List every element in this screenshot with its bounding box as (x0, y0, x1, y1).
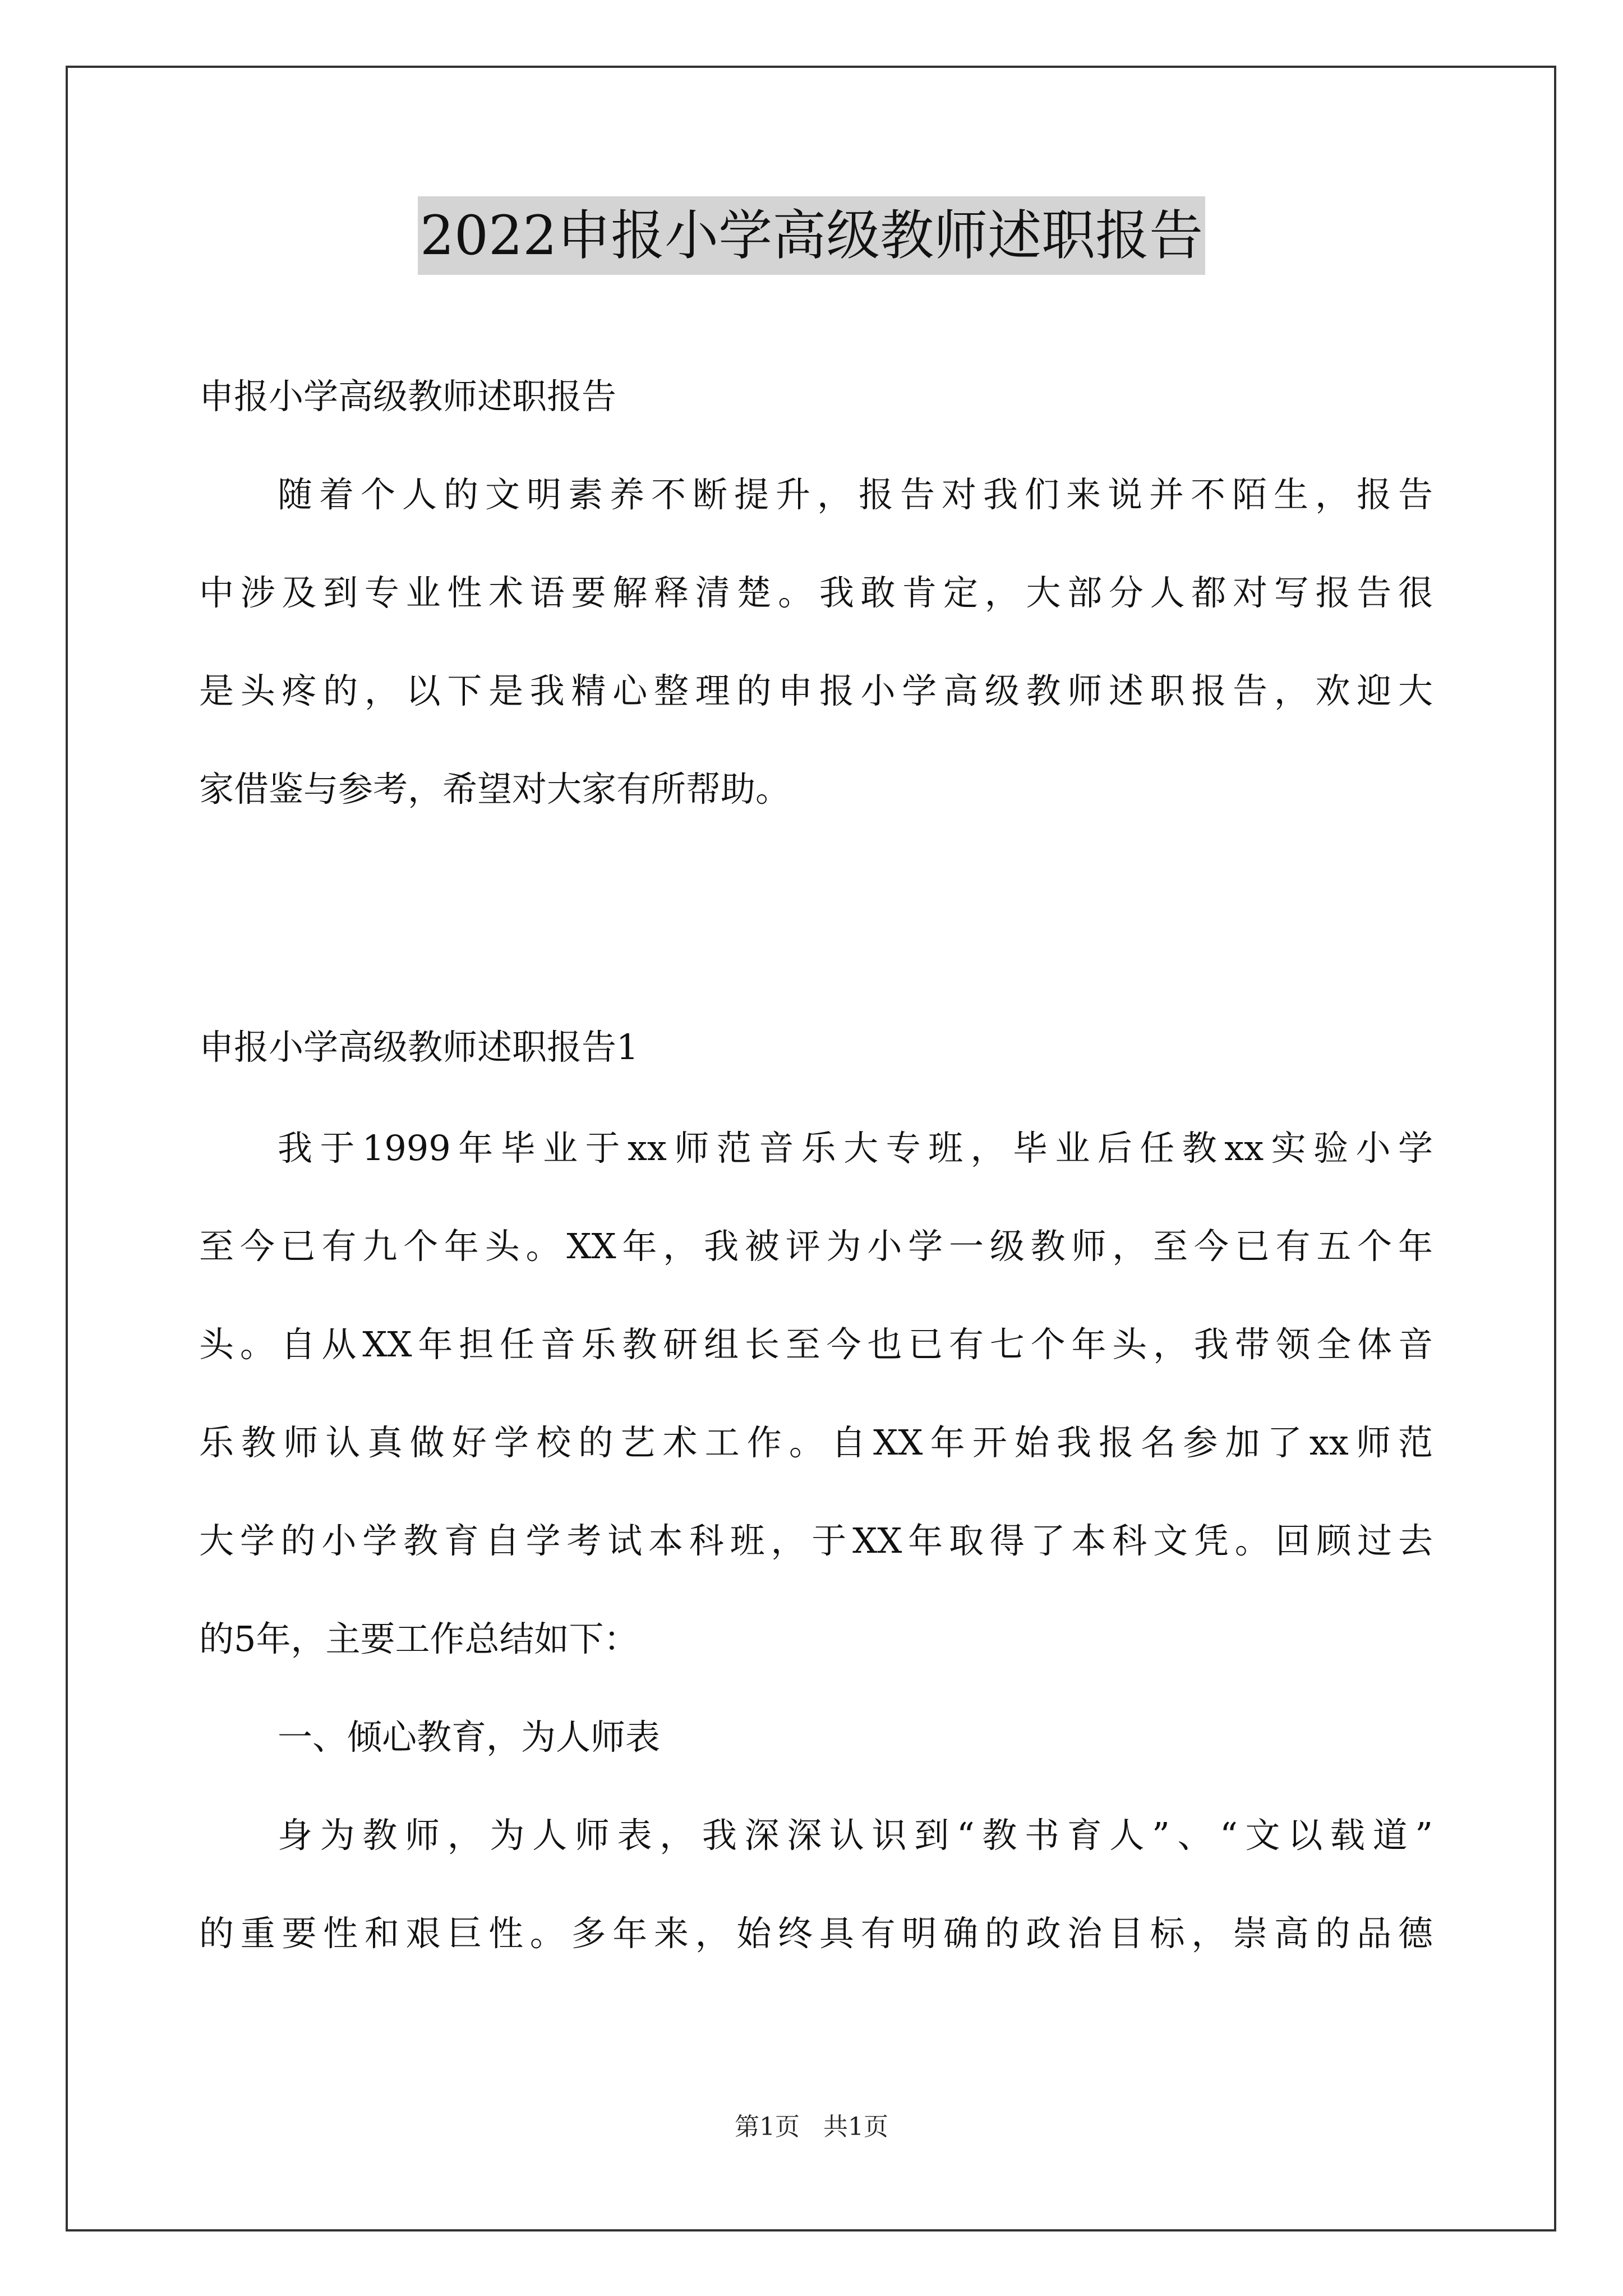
intro-line-4: 家借鉴与参考，希望对大家有所帮助。 (199, 769, 791, 809)
para1-line-2: 至今已有九个年头。XX年，我被评为小学一级教师，至今已有五个年 (199, 1226, 1433, 1267)
document-title: 2022申报小学高级教师述职报告 (418, 196, 1205, 275)
section-heading: 申报小学高级教师述职报告1 (199, 1027, 639, 1068)
para1-line-1: 我于1999年毕业于xx师范音乐大专班，毕业后任教xx实验小学 (278, 1128, 1433, 1168)
page-footer (0, 2106, 1623, 2142)
para1-line-5: 大学的小学教育自学考试本科班，于XX年取得了本科文凭。回顾过去 (199, 1520, 1433, 1561)
para1-line-6: 的5年，主要工作总结如下： (199, 1618, 639, 1659)
para1-line-3: 头。自从XX年担任音乐教研组长至今也已有七个年头，我带领全体音 (199, 1324, 1433, 1365)
intro-line-3: 是头疼的，以下是我精心整理的申报小学高级教师述职报告，欢迎大 (199, 670, 1433, 711)
para2-line-2: 的重要性和艰巨性。多年来，始终具有明确的政治目标，崇高的品德 (199, 1913, 1433, 1954)
intro-line-2: 中涉及到专业性术语要解释清楚。我敢肯定，大部分人都对写报告很 (199, 572, 1433, 613)
subtitle-line: 申报小学高级教师述职报告 (199, 376, 617, 417)
para2-line-1: 身为教师，为人师表，我深深认识到“教书育人”、“文以载道” (278, 1815, 1433, 1856)
title-container (0, 196, 1623, 275)
sub-heading: 一、倾心教育，为人师表 (278, 1717, 661, 1757)
para1-line-4: 乐教师认真做好学校的艺术工作。自XX年开始我报名参加了xx师范 (199, 1422, 1433, 1463)
intro-line-1: 随着个人的文明素养不断提升，报告对我们来说并不陌生，报告 (278, 474, 1433, 515)
page-number: 第1页 共1页 (735, 2113, 888, 2141)
